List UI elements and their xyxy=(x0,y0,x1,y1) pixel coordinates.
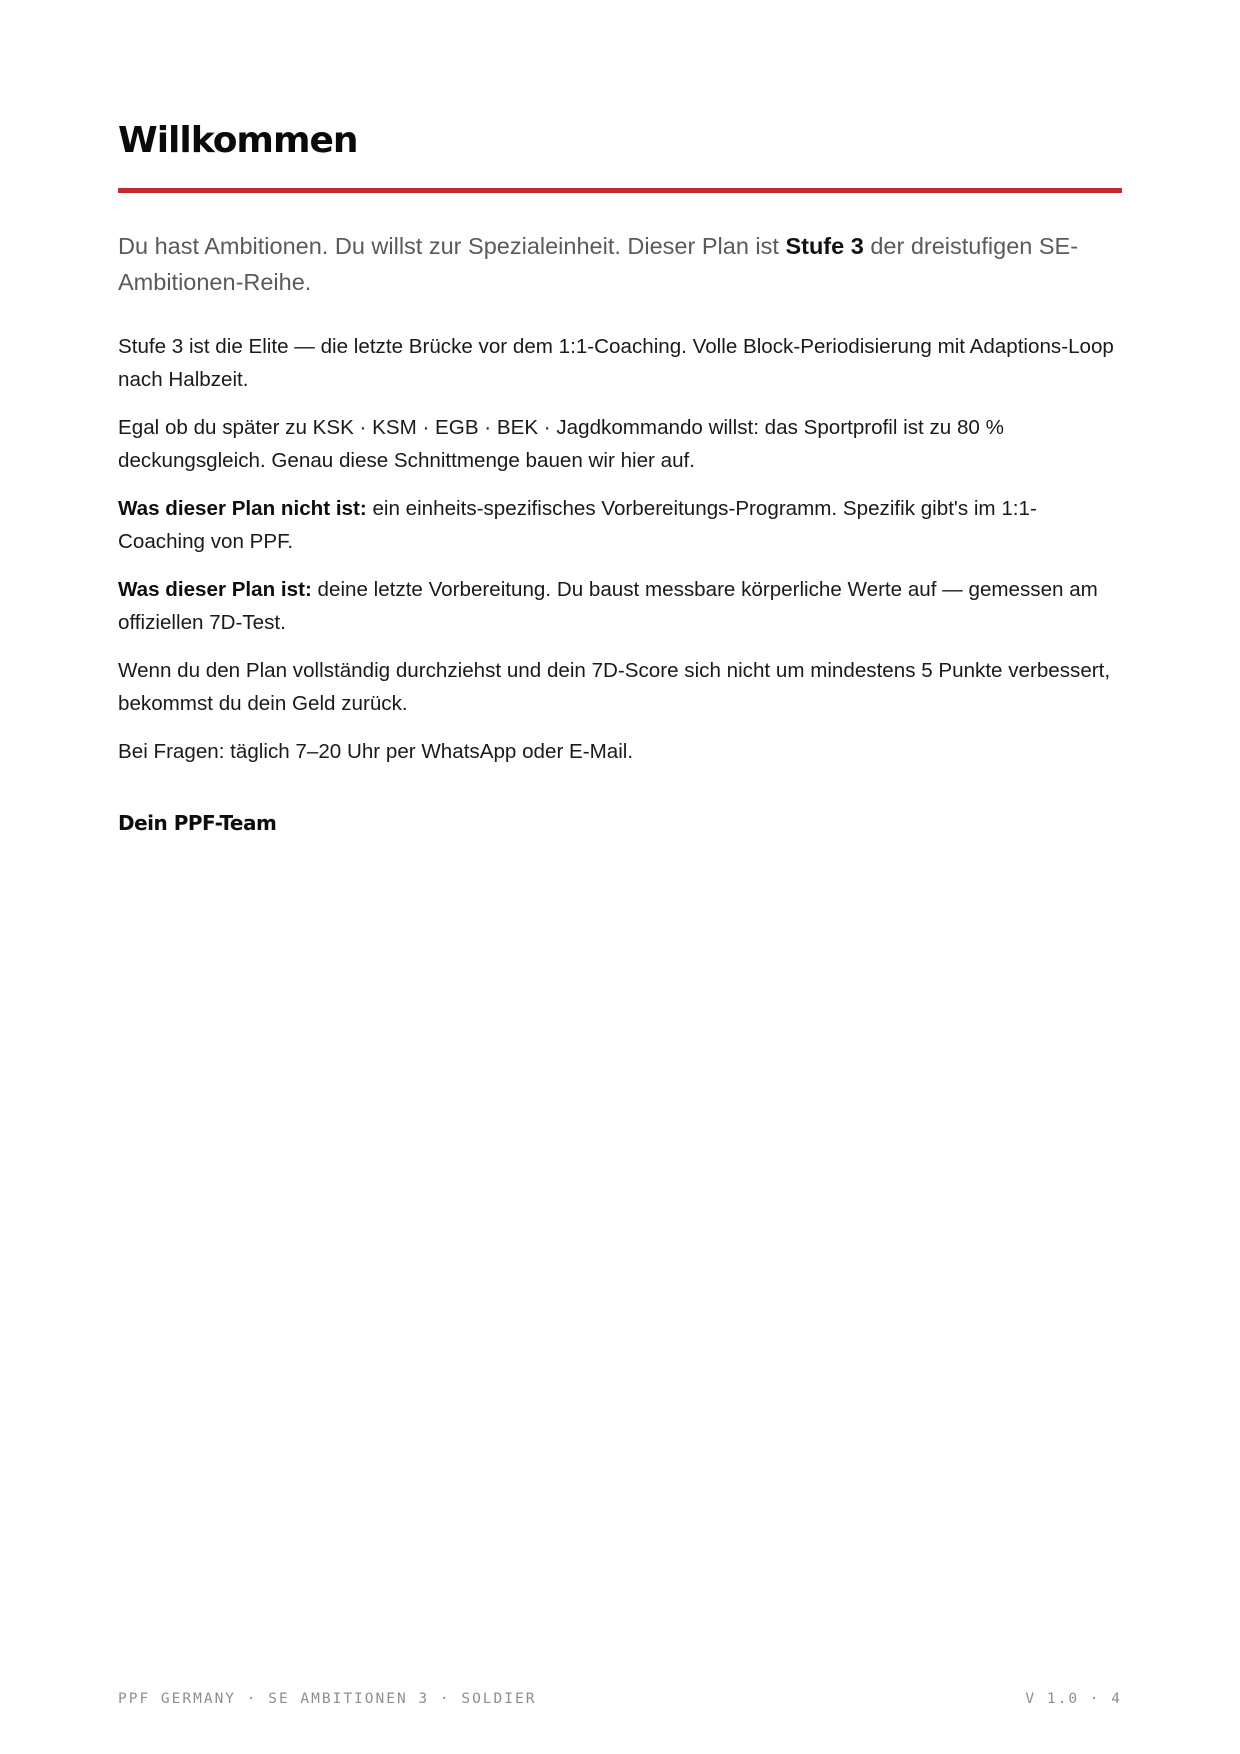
paragraph-not-is-label: Was dieser Plan nicht ist: xyxy=(118,497,367,520)
paragraph-units: Egal ob du später zu KSK · KSM · EGB · BEK · Jagdkommando willst: das Sportprofil ist zu 80 % deckungsgleich. Genau diese Schnittmenge bauen wir hier auf. xyxy=(118,416,1004,472)
signature: Dein PPF-Team xyxy=(118,811,277,835)
lead-text-bold: Stufe 3 xyxy=(785,233,864,259)
page-title: Willkommen xyxy=(118,120,358,161)
document-page xyxy=(118,0,1122,1754)
paragraph-is xyxy=(118,573,1122,639)
page-footer xyxy=(118,1689,1122,1709)
paragraph-not-is xyxy=(118,492,1122,558)
footer-right: V 1.0 · 4 xyxy=(1025,1691,1122,1707)
footer-left: PPF GERMANY · SE AMBITIONEN 3 · SOLDIER xyxy=(118,1691,537,1707)
paragraph-is-label: Was dieser Plan ist: xyxy=(118,578,312,601)
paragraph-elite: Stufe 3 ist die Elite — die letzte Brücke vor dem 1:1-Coaching. Volle Block-Periodisierung mit Adaptions-Loop nach Halbzeit. xyxy=(118,335,1114,391)
paragraph-is-text: deine letzte Vorbereitung. Du baust messbare körperliche Werte auf — gemessen am offiziellen 7D-Test. xyxy=(118,578,1098,634)
lead-text-after: der dreistufigen SE-Ambitionen-Reihe. xyxy=(118,233,1079,295)
lead-text-before: Du hast Ambitionen. Du willst zur Spezialeinheit. Dieser Plan ist xyxy=(118,233,786,259)
paragraph-not-is-text: ein einheits-spezifisches Vorbereitungs-Programm. Spezifik gibt's im 1:1-Coaching von PPF. xyxy=(118,497,1037,553)
lead-paragraph xyxy=(118,228,1122,300)
paragraph-contact: Bei Fragen: täglich 7–20 Uhr per WhatsApp oder E-Mail. xyxy=(118,740,634,763)
title-divider xyxy=(118,188,1122,193)
paragraph-guarantee: Wenn du den Plan vollständig durchziehst und dein 7D-Score sich nicht um mindestens 5 Punkte verbessert, bekommst du dein Geld zurück. xyxy=(118,659,1111,715)
content-body xyxy=(118,228,1122,838)
